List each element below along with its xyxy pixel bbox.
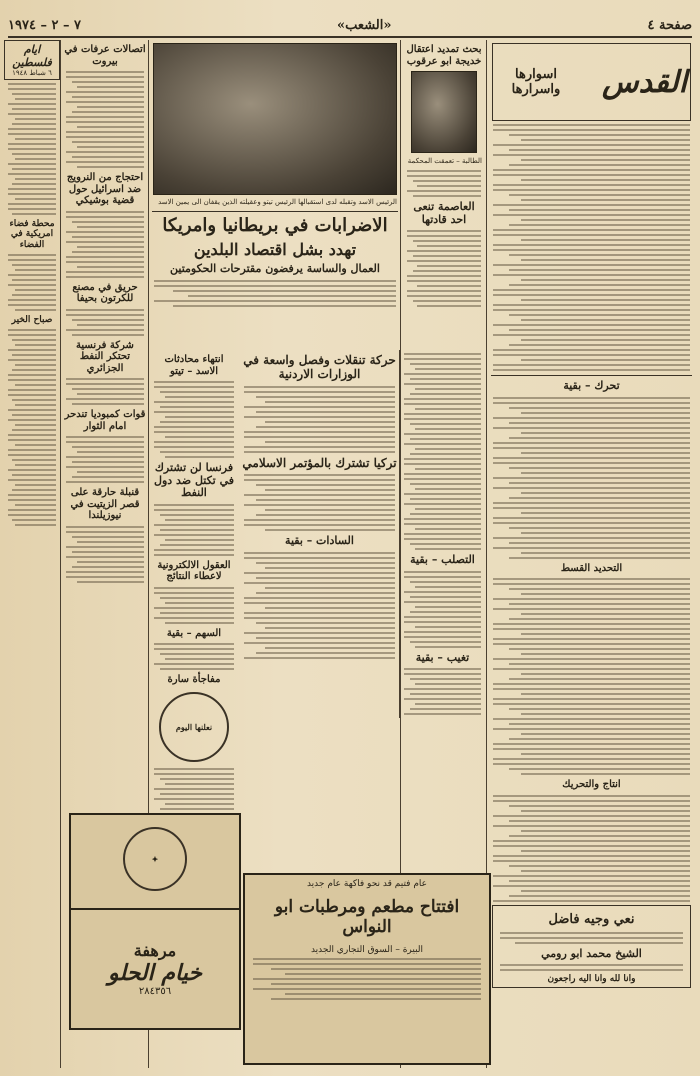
headline-ghayb: تغيب – بقية xyxy=(415,650,470,664)
article-body xyxy=(493,795,690,902)
brand-ad-brand: خيام الحلو xyxy=(108,960,202,986)
side-masthead: ايام فلسطين xyxy=(12,43,52,69)
main-headline-2: تهدد بشل اقتصاد البلدين xyxy=(193,239,357,259)
brand-ad xyxy=(69,908,241,1030)
article-body xyxy=(66,436,144,483)
ad-address: البيرة – السوق التجاري الجديد xyxy=(310,945,424,955)
main-photo-caption: الرئيس الاسد وتقبله لدى استقبالها الرئيس تيتو وعقيلته الذين يقفان الى يمين الاسد xyxy=(158,198,397,206)
article-body xyxy=(154,280,396,307)
divider xyxy=(152,211,398,212)
obituary-text xyxy=(500,932,683,944)
headline-bomb: قنبلة حارقة على قصر الزيتيت في نيوزيلندا xyxy=(70,487,140,521)
subcolumn xyxy=(400,350,485,718)
portrait-photo xyxy=(411,71,477,153)
brand-ad-name: مرهفة xyxy=(133,941,177,960)
main-headline: الاضرابات في بريطانيا وامريكا xyxy=(162,215,388,236)
article-body xyxy=(8,83,56,215)
article-body xyxy=(407,230,481,307)
stamp-seal xyxy=(159,692,229,762)
headline-arrest: بحث تمديد اعتقال خديجة ابو عرقوب xyxy=(406,44,482,67)
side-date: ٦ شباط ١٩٤٨ xyxy=(12,69,52,77)
article-body xyxy=(8,254,56,311)
main-photo xyxy=(153,43,397,195)
article-body xyxy=(66,309,144,336)
headline-beirut: اتصالات عرفات في بيروت xyxy=(64,44,146,67)
headline-sadat: السادات – بقية xyxy=(285,534,354,548)
article-body xyxy=(8,329,56,526)
headline-intaj: انتاج والتحريك xyxy=(562,779,621,791)
headline-station: محطة فضاء امريكية في الفضاء xyxy=(9,219,55,250)
emblem-seal: ✦ xyxy=(123,827,187,891)
obituary-verse: وانا لله وانا اليه راجعون xyxy=(547,974,636,985)
headline-surprise: مفاجأة سارة xyxy=(167,674,221,686)
article-body xyxy=(404,668,481,715)
headline-sahm: السهم – بقية xyxy=(166,627,222,639)
headline-brains: العقول الالكترونية لاعطاء النتائج xyxy=(157,559,231,583)
headline-tahdid: التحديد القسط xyxy=(560,562,623,574)
headline-france: فرنسا لن تشترك في تكتل ضد دول النفط xyxy=(153,461,235,500)
side-masthead-box xyxy=(4,40,60,80)
article-body xyxy=(154,768,234,815)
issue-date: ٧ – ٢ – ١٩٧٤ xyxy=(8,17,82,33)
emblem-ad xyxy=(69,813,241,910)
headline-taharruk: تحرك – بقية xyxy=(563,379,620,392)
obituary-name: الشيخ محمد ابو رومي xyxy=(541,946,642,960)
article-body xyxy=(66,526,144,583)
headline-capital: العاصمة تنعى احد قادتها xyxy=(413,200,475,226)
headline-assad: انتهاء محادثات الاسد – تيتو xyxy=(164,354,224,377)
paper-name: «الشعب» xyxy=(337,17,392,33)
headline-turkey: تركيا تشترك بالمؤتمر الاسلامي xyxy=(242,455,397,470)
obituary-title: نعي وجيه فاضل xyxy=(548,911,635,927)
headline-morning: صباح الخير xyxy=(11,315,53,326)
headline-jordan: حركة تنقلات وفصل واسعة في الوزارات الاردنية xyxy=(243,353,396,381)
article-body xyxy=(404,571,481,648)
article-body xyxy=(493,397,690,559)
column-rule xyxy=(60,40,61,1068)
article-body xyxy=(404,353,481,550)
headline-protest: احتجاج من النرويج ضد اسرائيل حول قضية بوشيكي xyxy=(66,172,144,206)
page-header xyxy=(8,14,692,38)
main-headline-3: العمال والساسة يرفضون مقترحات الحكومتين xyxy=(170,262,380,276)
brand-ad-phone: ٢٨٤٣٥٦ xyxy=(138,986,172,997)
article-body xyxy=(66,378,144,405)
article-body xyxy=(493,124,690,371)
headline-cambodia: قوات كمبوديا تندحر امام الثوار xyxy=(64,409,146,432)
column-right xyxy=(489,40,694,1070)
headline-solb: التصلب – بقية xyxy=(410,553,475,566)
ad-title: افتتاح مطعم ومرطبات ابو النواس xyxy=(274,897,460,937)
column-left-outer xyxy=(4,40,60,1070)
headline-french: شركة فرنسية تحتكر النفط الجزائري xyxy=(76,339,134,374)
masthead-subtitle: اسوارها واسرارها xyxy=(511,67,561,97)
article-body xyxy=(66,211,144,278)
obituary-box xyxy=(492,905,691,989)
article-body xyxy=(154,587,234,624)
ad-subtitle: عام فتيم قد نحو فاكهة عام جديد xyxy=(306,879,428,889)
article-body xyxy=(154,504,234,556)
divider xyxy=(491,375,692,376)
headline-fire: حريق في مصنع للكرتون بحيفا xyxy=(72,281,138,304)
masthead-box xyxy=(492,43,691,121)
article-body xyxy=(407,170,481,197)
masthead-title: القدس xyxy=(601,64,687,100)
article-body xyxy=(493,578,690,775)
obituary-text xyxy=(500,964,683,971)
article-body xyxy=(154,643,234,670)
article-body xyxy=(154,381,234,458)
photo-caption: الطالبة – تعمقت المحكمة xyxy=(407,157,482,165)
article-body xyxy=(66,71,144,168)
stamp-text: نعلنها اليوم xyxy=(175,721,213,732)
page-label: صفحة ٤ xyxy=(647,17,692,33)
